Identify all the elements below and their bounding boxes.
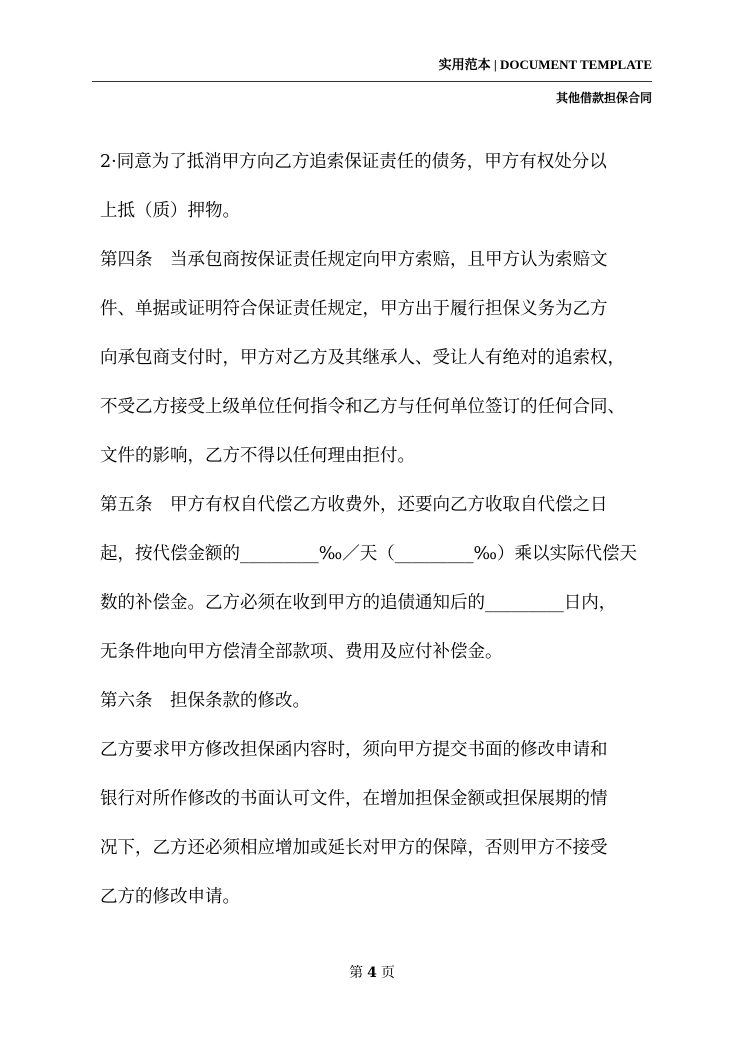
text-line: 况下，乙方还必须相应增加或延长对甲方的保障，否则甲方不接受	[100, 838, 608, 858]
header-title: 实用范本 | DOCUMENT TEMPLATE	[438, 57, 652, 72]
text-line: 第五条 甲方有权自代偿乙方收费外，还要向乙方收取自代偿之日	[100, 495, 608, 515]
text-line: 乙方的修改申请。	[100, 887, 240, 907]
document-body	[100, 138, 662, 922]
text-line: 文件的影响，乙方不得以任何理由拒付。	[100, 446, 415, 466]
text-line: 无条件地向甲方偿清全部款项、费用及应付补偿金。	[100, 642, 503, 662]
text-line: 第四条 当承包商按保证责任规定向甲方索赔，且甲方认为索赔文	[100, 250, 608, 270]
header-divider	[92, 81, 652, 82]
text-line: 第六条 担保条款的修改。	[100, 691, 310, 711]
footer-prefix: 第	[349, 965, 364, 981]
text-line: 不受乙方接受上级单位任何指令和乙方与任何单位签订的任何合同、	[100, 397, 625, 417]
text-line: 银行对所作修改的书面认可文件，在增加担保金额或担保展期的情	[100, 789, 608, 809]
text-line: 乙方要求甲方修改担保函内容时，须向甲方提交书面的修改申请和	[100, 740, 608, 760]
text-line: 起，按代偿金额的_________‰／天（_________‰）乘以实际代偿天	[100, 544, 637, 564]
page-number: 4	[367, 965, 377, 981]
footer-suffix: 页	[380, 965, 395, 981]
text-line: 件、单据或证明符合保证责任规定，甲方出于履行担保义务为乙方	[100, 299, 608, 319]
text-line: 2·同意为了抵消甲方向乙方追索保证责任的债务，甲方有权处分以	[100, 152, 607, 172]
header-subtitle: 其他借款担保合同	[555, 91, 652, 105]
text-line: 上抵（质）押物。	[100, 201, 240, 221]
text-line: 向承包商支付时，甲方对乙方及其继承人、受让人有绝对的追索权，	[100, 348, 625, 368]
page-footer	[0, 962, 744, 982]
text-line: 数的补偿金。乙方必须在收到甲方的追债通知后的_________日内，	[100, 593, 617, 613]
